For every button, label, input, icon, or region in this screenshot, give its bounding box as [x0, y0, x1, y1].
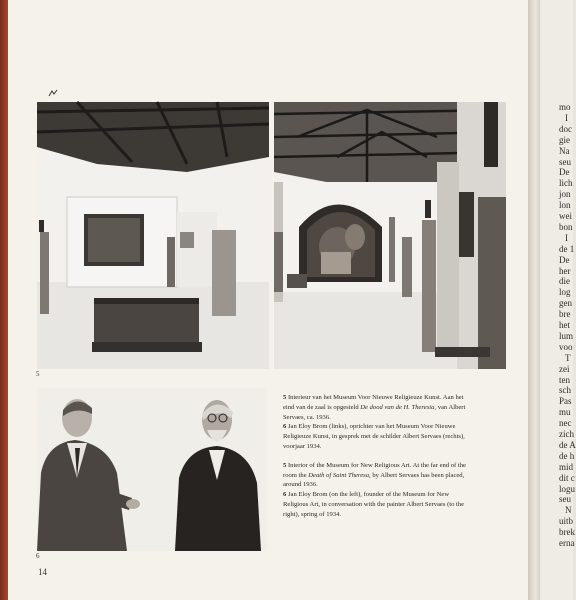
facing-page-line: gen: [559, 298, 572, 309]
facing-page-line: logu: [559, 483, 576, 494]
captions: [283, 393, 511, 529]
facing-page-line: voo: [559, 341, 573, 352]
facing-page-line: nec: [559, 418, 572, 429]
page-number: 14: [38, 567, 47, 577]
facing-page-line: de h: [559, 450, 575, 461]
caption-line: right), spring of 1934.: [283, 510, 342, 518]
caption-line: Religious Art, in conversation with the painter Albert Servaes (to the: [283, 500, 465, 508]
photo-divider: [269, 102, 274, 369]
book-page: [8, 0, 530, 600]
facing-page-line: De: [559, 167, 570, 178]
facing-page-line: mu: [559, 407, 571, 418]
caption-line: voorjaar 1934.: [283, 442, 322, 450]
facing-page-line: uitb: [559, 516, 574, 527]
caption-line: eind van de zaal is opgesteld De dood van de H. Theresia, van Albert: [283, 403, 466, 411]
caption-dutch: [283, 393, 511, 452]
photo-brom-and-servaes: [37, 388, 267, 551]
facing-page-line: jon: [559, 189, 571, 200]
facing-page-line: seu: [559, 494, 571, 505]
caption-line: 5 Interior of the Museum for New Religious Art. At the far end of the: [283, 461, 466, 469]
figure-6-number: 6: [36, 552, 40, 560]
facing-page-line: Pas: [559, 396, 572, 407]
facing-page-line: mid: [559, 461, 574, 472]
facing-page-line: brek: [559, 527, 575, 538]
facing-page-line: zich: [559, 429, 574, 439]
facing-page-line: seu: [559, 156, 571, 167]
caption-line: around 1936.: [283, 481, 318, 489]
facing-page-line: bon: [559, 221, 573, 232]
facing-page-line: De: [559, 254, 570, 265]
facing-page-line: sch: [559, 385, 571, 396]
facing-page-line: het: [559, 320, 570, 330]
facing-page-line: I: [565, 112, 568, 123]
facing-page-line: wei: [559, 211, 572, 221]
caption-line: 6 Jan Eloy Brom (on the left), founder of the Museum for New: [283, 491, 450, 499]
photo-museum-interior: [37, 102, 506, 369]
caption-line: 5 Interieur van het Museum Voor Nieuwe Religieuze Kunst. Aan het: [283, 394, 464, 401]
facing-page-line: Na: [559, 145, 570, 156]
facing-page-line: dit c: [559, 472, 575, 483]
facing-page-line: bre: [559, 309, 571, 320]
facing-page-line: zei: [559, 363, 570, 374]
facing-page-line: die: [559, 276, 570, 287]
facing-page-line: gie: [559, 134, 570, 145]
caption-line: 6 Jan Eloy Brom (links), oprichter van het Museum Voor Nieuwe: [283, 423, 456, 431]
page-mark-icon: [48, 89, 58, 97]
facing-page-line: T: [565, 352, 571, 363]
facing-page-line: I: [565, 232, 568, 243]
facing-page-line: log: [559, 287, 571, 298]
caption-line: room the Death of Saint Theresa, by Albert Servaes has been placed,: [283, 471, 465, 479]
facing-page-line: lum: [559, 330, 574, 341]
facing-page-line: lon: [559, 200, 571, 211]
facing-page-line: N: [565, 505, 572, 516]
figure-5-number: 5: [36, 370, 40, 378]
book-spine: [0, 0, 8, 600]
caption-english: [283, 461, 511, 520]
facing-page: [540, 0, 576, 600]
facing-page-line: de 1: [559, 243, 575, 254]
book-gutter: [528, 0, 540, 600]
facing-page-line: de A: [559, 439, 576, 450]
facing-page-line: her: [559, 265, 571, 276]
facing-page-line: doc: [559, 123, 572, 134]
facing-page-line: ten: [559, 374, 570, 385]
caption-line: Servaes, ca. 1936.: [283, 413, 331, 421]
facing-page-line: erna: [559, 538, 575, 548]
caption-line: Religieuze Kunst, in gesprek met de schilder Albert Servaes (rechts),: [283, 433, 465, 441]
facing-page-line: mo: [559, 102, 571, 112]
facing-page-line: lich: [559, 178, 573, 189]
